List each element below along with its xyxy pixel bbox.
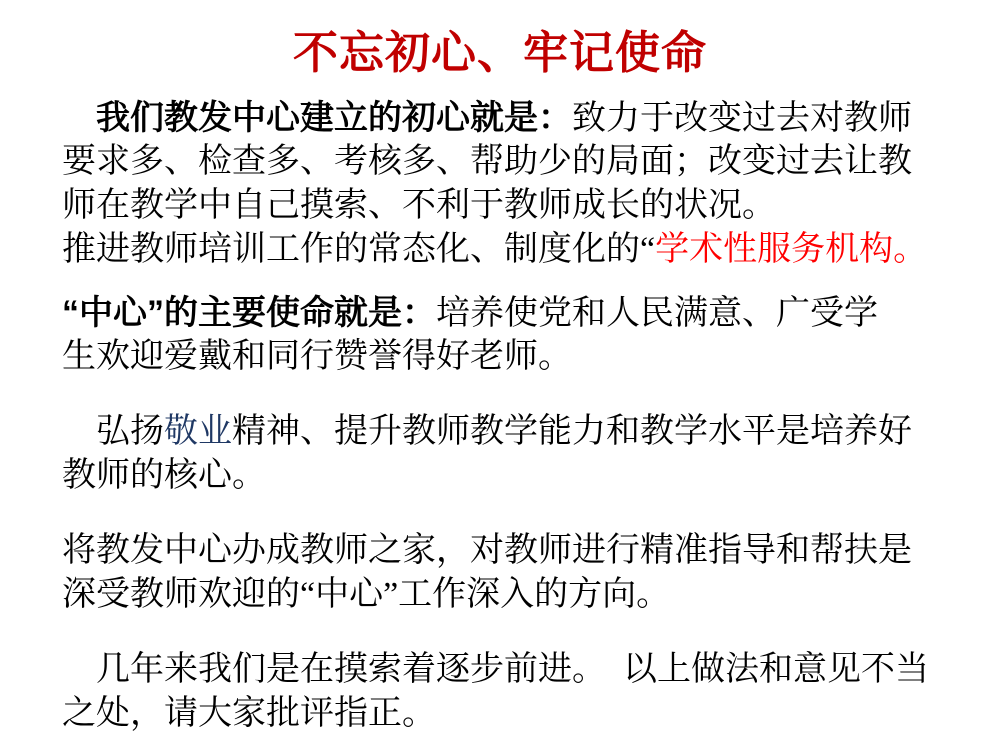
text-line [62,410,980,454]
text-line [62,648,980,692]
text-segment: 培养使党和人民满意、广受学 [436,295,878,332]
text-line [62,96,980,140]
text-segment: 教师的核心。 [62,457,266,494]
slide-body [0,80,1000,736]
text-segment: 深受教师欢迎的“中心”工作深入的方向。 [62,576,671,613]
text-line [62,140,980,184]
text-line [62,692,980,736]
text-segment: 致力于改变过去对教师 [572,100,912,137]
text-line [62,228,980,272]
paragraph [62,410,980,498]
text-segment: 生欢迎爱戴和同行赞誉得好老师。 [62,338,572,375]
text-segment: 要求多、检查多、考核多、帮助少的局面；改变过去让教 [62,143,912,180]
text-segment: 学术性服务机构。 [655,231,928,268]
text-segment: 几年来我们是在摸索着逐步前进。 以上做法和意见不当 [62,651,929,688]
text-segment: 将教发中心办成教师之家，对教师进行精准指导和帮扶是 [62,532,912,569]
text-segment: 推进教师培训工作的常态化、制度化的“ [62,231,656,268]
slide-title: 不忘初心、牢记使命 [292,28,707,78]
text-segment: 精神、提升教师教学能力和教学水平是培养好 [232,413,912,450]
text-line [62,573,980,617]
text-segment: 敬业 [164,413,232,450]
text-segment: “中心”的主要使命就是： [62,294,436,332]
text-line [62,335,980,379]
paragraph [62,648,980,736]
text-line [62,291,980,335]
text-segment: 之处，请大家批评指正。 [62,695,436,732]
paragraph [62,291,980,379]
text-line [62,184,980,228]
text-segment: 师在教学中自己摸索、不利于教师成长的状况。 [62,187,776,224]
text-segment: 我们教发中心建立的初心就是： [62,99,572,137]
text-line [62,454,980,498]
text-line [62,529,980,573]
text-segment: 弘扬 [62,413,164,450]
paragraph [62,96,980,272]
paragraph [62,529,980,617]
